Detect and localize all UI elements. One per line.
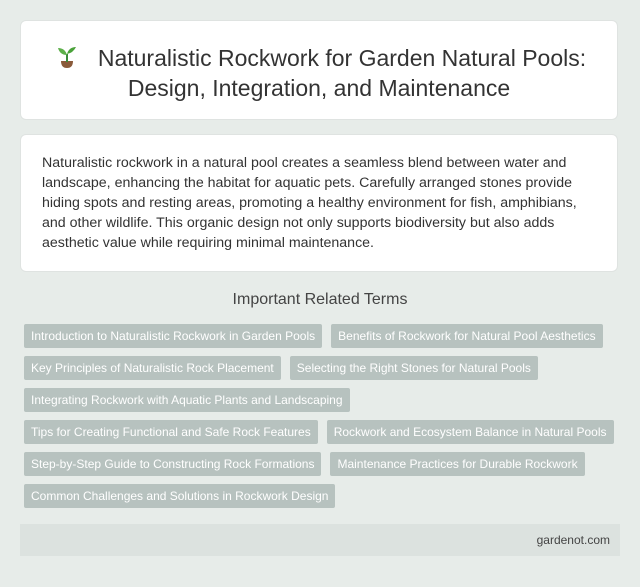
footer-site-link[interactable]: gardenot.com (536, 533, 610, 547)
related-term-tag[interactable]: Common Challenges and Solutions in Rockwork Design (24, 484, 335, 508)
page-title-text: Naturalistic Rockwork for Garden Natural Pools: Design, Integration, and Maintenance (97, 45, 587, 101)
related-term-tag[interactable]: Maintenance Practices for Durable Rockwork (330, 452, 584, 476)
footer (20, 524, 620, 556)
intro-paragraph: Naturalistic rockwork in a natural pool creates a seamless blend between water and landscape, enhancing the habitat for aquatic pets. Carefully arranged stones provide hiding spots and resting areas, promoting a healthy environment for fish, amphibians, and other wildlife. This organic design not only supports biodiversity but also adds aesthetic value while requiring minimal maintenance. (42, 155, 577, 251)
related-term-tag[interactable]: Integrating Rockwork with Aquatic Plants and Landscaping (24, 388, 350, 412)
page-title (21, 43, 617, 103)
related-term-tag[interactable]: Key Principles of Naturalistic Rock Placement (24, 356, 281, 380)
title-card (20, 20, 618, 120)
related-term-tag[interactable]: Step-by-Step Guide to Constructing Rock Formations (24, 452, 321, 476)
sprout-icon (52, 44, 82, 70)
related-term-tag[interactable]: Rockwork and Ecosystem Balance in Natural Pools (327, 420, 614, 444)
related-terms-list (24, 324, 620, 508)
related-term-tag[interactable]: Selecting the Right Stones for Natural Pools (290, 356, 538, 380)
related-terms-heading: Important Related Terms (232, 291, 408, 308)
related-term-tag[interactable]: Benefits of Rockwork for Natural Pool Aesthetics (331, 324, 602, 348)
intro-card (20, 134, 618, 272)
related-term-tag[interactable]: Introduction to Naturalistic Rockwork in Garden Pools (24, 324, 322, 348)
related-term-tag[interactable]: Tips for Creating Functional and Safe Rock Features (24, 420, 318, 444)
